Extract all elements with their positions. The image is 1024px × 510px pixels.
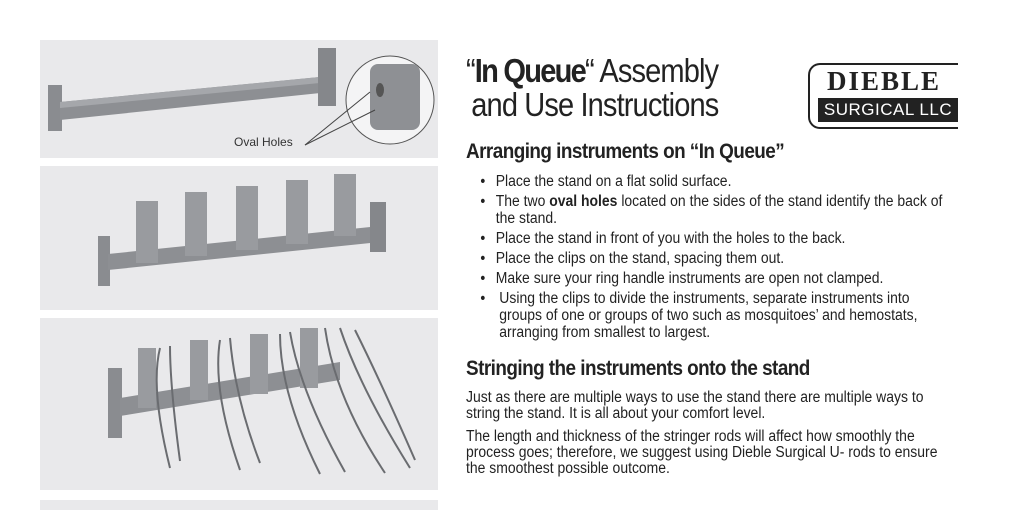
list-item: • Place the stand on a flat solid surface. <box>480 173 943 190</box>
list-item: • The two oval holes located on the sides of the stand identify the back of the stand. <box>480 193 943 227</box>
list-item: • Using the clips to divide the instruments, separate instruments into groups of one or groups of two such as mosquitoes’ and hemostats, arranging from smallest to largest. <box>480 290 943 341</box>
instructions <box>466 140 943 484</box>
dieble-logo: DIEBLE SURGICAL LLC <box>808 63 958 129</box>
oval-holes-label: Oval Holes <box>234 135 293 149</box>
page-title: “In Queue“ Assembly and Use Instructions <box>466 52 719 123</box>
list-item: • Make sure your ring handle instruments are open not clamped. <box>480 270 943 287</box>
list-item: • Place the stand in front of you with the holes to the back. <box>480 230 943 247</box>
stand-photo-4 <box>40 500 438 510</box>
section-heading: Arranging instruments on “In Queue” <box>466 140 785 163</box>
paragraph: The length and thickness of the stringer rods will affect how smoothly the process goes; therefore, we suggest using Dieble Surgical U- rods to ensure the smoothest possible outcome. <box>466 428 938 477</box>
stand-with-clips-photo <box>40 166 438 310</box>
bullet-list <box>480 173 943 341</box>
paragraph: Just as there are multiple ways to use the stand there are multiple ways to string the stand. It is all about your comfort level. <box>466 389 924 422</box>
section-heading: Stringing the instruments onto the stand <box>466 357 810 380</box>
stand-with-instruments-photo <box>40 318 438 490</box>
list-item: • Place the clips on the stand, spacing them out. <box>480 250 943 267</box>
